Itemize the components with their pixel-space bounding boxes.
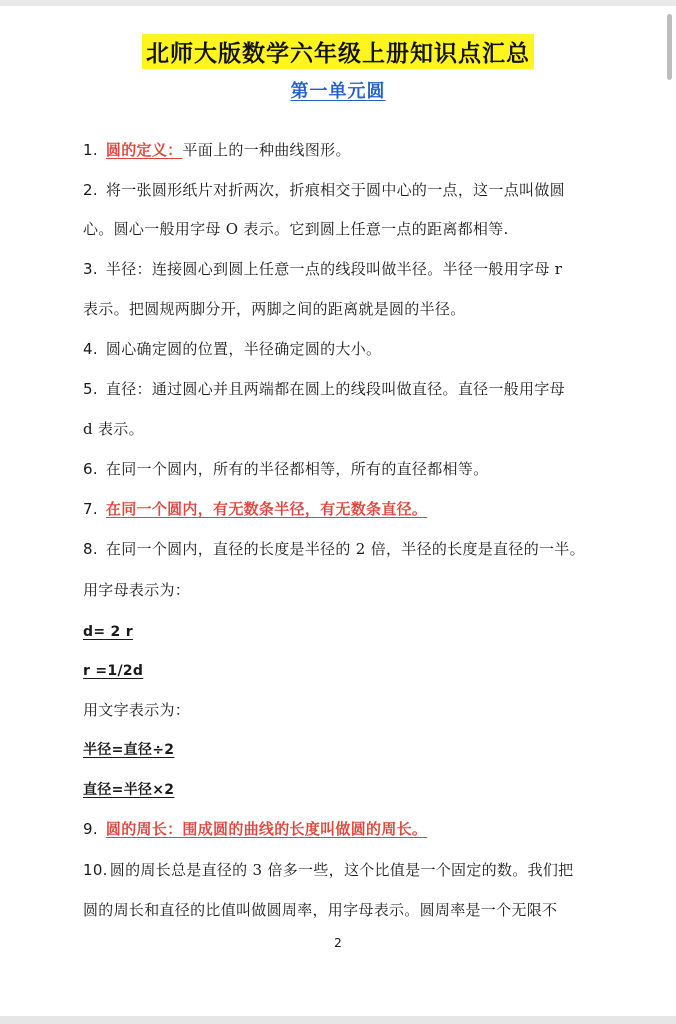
item-number: 1. <box>83 141 98 159</box>
highlight-text: 圆的周长：围成圆的曲线的长度叫做圆的周长。 <box>105 820 428 838</box>
item-number: 6. <box>83 460 98 478</box>
item-5-line-1 <box>83 379 623 399</box>
formula-radius: 半径=直径÷2 <box>83 742 175 758</box>
item-text: 圆的周长总是直径的 3 倍多一些，这个比值是一个固定的数。我们把 <box>109 861 574 879</box>
item-5-line-2: d 表示。 <box>83 420 144 438</box>
item-text: 直径：通过圆心并且两端都在圆上的线段叫做直径。直径一般用字母 <box>105 380 565 398</box>
item-3-line-2: 表示。把圆规两脚分开，两脚之间的距离就是圆的半径。 <box>83 300 466 318</box>
item-8-line-1 <box>83 539 623 559</box>
item-10-line-2: 圆的周长和直径的比值叫做圆周率，用字母表示。圆周率是一个无限不 <box>83 901 558 919</box>
top-shade <box>0 0 676 6</box>
item-4 <box>83 339 623 359</box>
item-number: 2. <box>83 181 98 199</box>
item-number: 5. <box>83 380 98 398</box>
item-8-line-2: 用字母表示为： <box>83 581 191 599</box>
formula-d: d= 2 r <box>83 624 133 640</box>
formula-r: r =1/2d <box>83 663 144 679</box>
highlight-text: 在同一个圆内，有无数条半径，有无数条直径。 <box>105 500 428 518</box>
item-number: 3. <box>83 260 98 278</box>
page-number: 2 <box>334 936 342 950</box>
item-number: 7. <box>83 500 98 518</box>
item-number: 9. <box>83 820 98 838</box>
item-9 <box>83 819 623 839</box>
item-text: 平面上的一种曲线图形。 <box>182 141 351 159</box>
bottom-shade <box>0 1016 676 1024</box>
item-7 <box>83 499 623 519</box>
formula-diameter: 直径=半径×2 <box>83 782 175 798</box>
item-text: 圆心确定圆的位置，半径确定圆的大小。 <box>105 340 382 358</box>
item-10-line-1 <box>83 860 623 880</box>
item-2-line-1 <box>83 180 623 200</box>
item-number: 4. <box>83 340 98 358</box>
highlight-text: 圆的定义： <box>105 141 183 159</box>
item-3-line-1 <box>83 259 623 279</box>
item-8-line-3: 用文字表示为： <box>83 701 191 719</box>
item-number: 10. <box>83 861 108 879</box>
item-1 <box>83 140 623 160</box>
item-text: 将一张圆形纸片对折两次，折痕相交于圆中心的一点，这一点叫做圆 <box>105 181 565 199</box>
item-6 <box>83 459 623 479</box>
item-text: 半径：连接圆心到圆上任意一点的线段叫做半径。半径一般用字母 r <box>105 260 563 278</box>
item-2-line-2: 心。圆心一般用字母 O 表示。它到圆上任意一点的距离都相等. <box>83 220 509 238</box>
item-text: 在同一个圆内，所有的半径都相等，所有的直径都相等。 <box>105 460 489 478</box>
page-title: 北师大版数学六年级上册知识点汇总 <box>0 34 676 69</box>
item-text: 在同一个圆内，直径的长度是半径的 2 倍，半径的长度是直径的一半。 <box>105 540 585 558</box>
item-number: 8. <box>83 540 98 558</box>
unit-subtitle: 第一单元圆 <box>290 81 386 102</box>
